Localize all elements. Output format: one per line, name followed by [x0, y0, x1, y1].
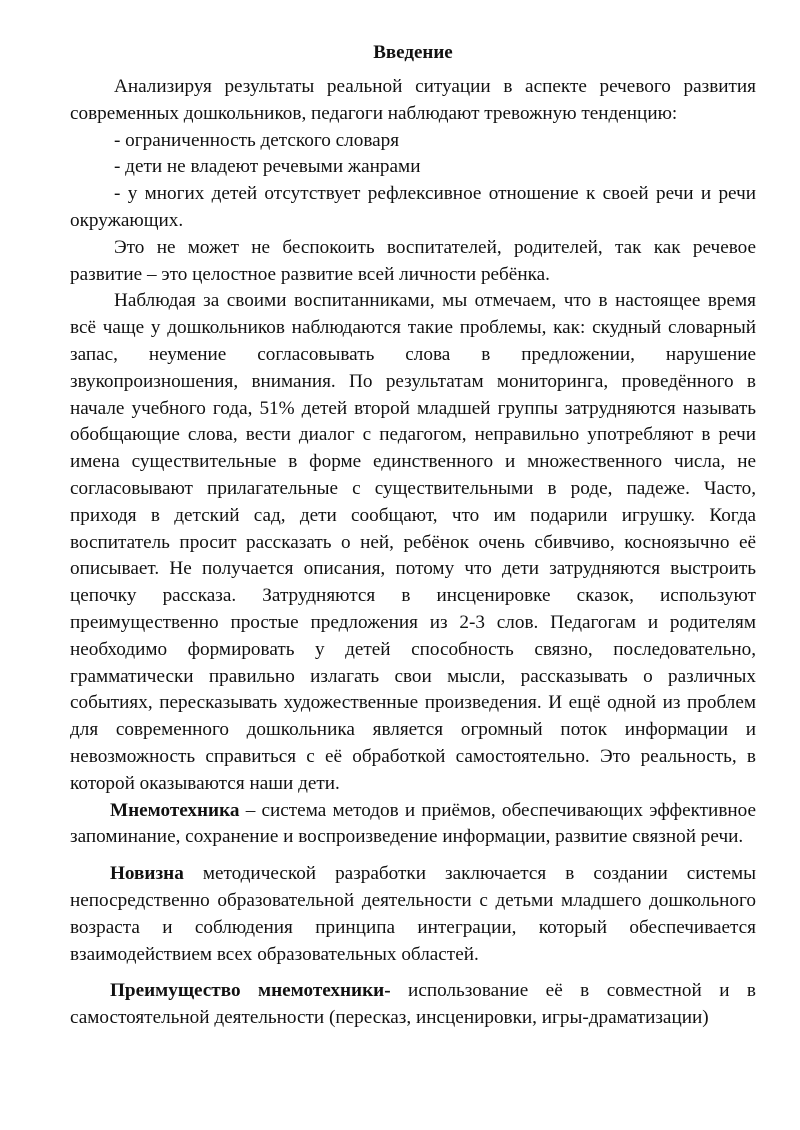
novelty-term: Новизна: [110, 863, 184, 885]
mnemonics-term: Мнемотехника: [110, 799, 240, 821]
concern-paragraph: Это не может не беспокоить воспитателей, родителей, так как речевое развитие – это целостное развитие всей личности ребёнка.: [70, 236, 756, 285]
list-item: - ограниченность детского словаря: [114, 129, 400, 151]
advantage-paragraph: [70, 978, 756, 1032]
page-title: Введение: [373, 42, 453, 63]
mnemonics-definition: [70, 798, 756, 852]
list-item: - дети не владеют речевыми жанрами: [114, 156, 421, 178]
mnemonics-text: – система методов и приёмов, обеспечивающих эффективное запоминание, сохранение и воспроизведение информации, развитие связной речи.: [70, 799, 756, 848]
advantage-text: использование её в совместной и в самостоятельной деятельности (пересказ, инсценировки, игры-драматизации): [70, 980, 756, 1029]
novelty-text: методической разработки заключается в создании системы непосредственно образовательной деятельности с детьми младшего дошкольного возраста и соблюдения принципа интеграции, который обеспечивается взаимодействием всех образовательных областей.: [70, 863, 756, 965]
advantage-term: Преимущество мнемотехники-: [110, 980, 391, 1002]
observation-paragraph: Наблюдая за своими воспитанниками, мы отмечаем, что в настоящее время всё чаще у дошкольников наблюдаются такие проблемы, как: скудный словарный запас, неумение согласовывать слова в предложении, нарушение звукопроизношения, внимания. По результатам мониторинга, проведённого в начале учебного года, 51% детей второй младшей группы затрудняются называть обобщающие слова, вести диалог с педагогом, неправильно употребляют в речи имена существительные в форме единственного и множественного числа, не согласовывают прилагательные с существительными в роде, падеже. Часто, приходя в детский сад, дети сообщают, что им подарили игрушку. Когда воспитатель просит рассказать о ней, ребёнок очень сбивчиво, косноязычно её описывает. Не получается описания, потому что дети затрудняются выстроить цепочку рассказа. Затрудняются в инсценировке сказок, используют преимущественно простые предложения из 2-3 слов. Педагогам и родителям необходимо формировать у детей способность связно, последовательно, грамматически правильно излагать свои мысли, рассказывать о различных событиях, пересказывать художественные произведения. И ещё одной из проблем для современного дошкольника является огромный поток информации и невозможность справиться с её обработкой самостоятельно. Это реальность, в которой оказываются наши дети.: [70, 290, 756, 794]
intro-paragraph: Анализируя результаты реальной ситуации в аспекте речевого развития современных дошкольников, педагоги наблюдают тревожную тенденцию:: [70, 76, 756, 124]
novelty-paragraph: [70, 861, 756, 968]
list-item: - у многих детей отсутствует рефлексивное отношение к своей речи и речи окружающих.: [70, 183, 756, 231]
